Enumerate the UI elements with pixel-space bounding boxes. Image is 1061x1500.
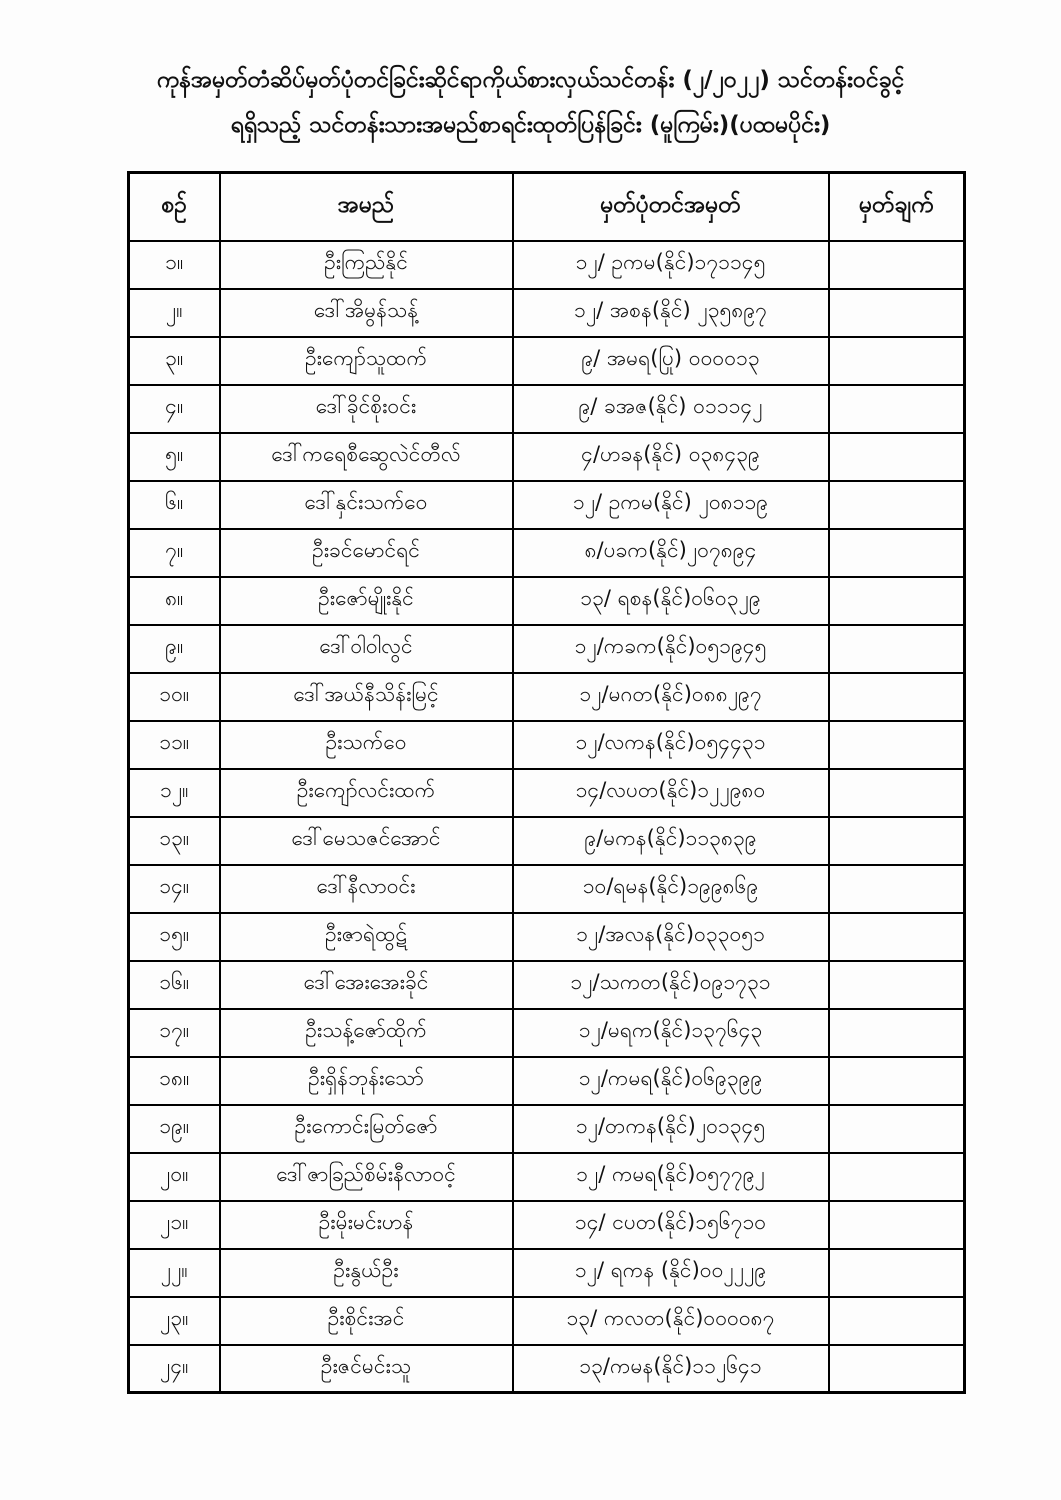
remark-cell (829, 529, 965, 577)
serial-cell: ၁၉။ (129, 1105, 220, 1153)
serial-cell: ၂၀။ (129, 1153, 220, 1201)
table-body (129, 241, 965, 1393)
name-cell: ဒေါ်နှင်းသက်ဝေ (220, 481, 513, 529)
remark-cell (829, 1249, 965, 1297)
table-row (129, 1345, 965, 1393)
serial-cell: ၇။ (129, 529, 220, 577)
table-row (129, 769, 965, 817)
table-row (129, 481, 965, 529)
name-cell: ဦးဇော်မျိုးနိုင် (220, 577, 513, 625)
reg-number-cell: ၄/ဟခန(နိုင်) ၀၃၈၄၃၉ (513, 433, 829, 481)
name-cell: ဦးနွယ်ဦး (220, 1249, 513, 1297)
serial-cell: ၁၈။ (129, 1057, 220, 1105)
reg-number-cell: ၉/ ခအဇ(နိုင်) ၀၁၁၁၄၂ (513, 385, 829, 433)
name-cell: ဦးကျော်လင်းထက် (220, 769, 513, 817)
reg-number-cell: ၁၂/မရက(နိုင်)၁၃၇၆၄၃ (513, 1009, 829, 1057)
remark-cell (829, 673, 965, 721)
table-row (129, 1105, 965, 1153)
remark-cell (829, 769, 965, 817)
serial-cell: ၂၁။ (129, 1201, 220, 1249)
reg-number-cell: ၉/မကန(နိုင်)၁၁၃၈၃၉ (513, 817, 829, 865)
table-header-row (129, 173, 965, 241)
remark-cell (829, 865, 965, 913)
table-row (129, 961, 965, 1009)
reg-number-cell: ၁၃/ ရစန(နိုင်)၀၆၀၃၂၉ (513, 577, 829, 625)
serial-cell: ၁၂။ (129, 769, 220, 817)
name-cell: ဒေါ်ကရေစီဆွေလဲင်တီလ် (220, 433, 513, 481)
serial-cell: ၅။ (129, 433, 220, 481)
table-row (129, 673, 965, 721)
table-row (129, 241, 965, 289)
name-cell: ဦးကြည်နိုင် (220, 241, 513, 289)
reg-number-cell: ၁၂/မဂတ(နိုင်)၀၈၈၂၉၇ (513, 673, 829, 721)
name-cell: ဦးသက်ဝေ (220, 721, 513, 769)
table-row (129, 337, 965, 385)
remark-cell (829, 625, 965, 673)
table-row (129, 1009, 965, 1057)
remark-cell (829, 289, 965, 337)
header-reg-number: မှတ်ပုံတင်အမှတ် (513, 173, 829, 241)
name-cell: ဦးကျော်သူထက် (220, 337, 513, 385)
serial-cell: ၁၆။ (129, 961, 220, 1009)
name-cell: ဦးရှိန်ဘုန်းသော် (220, 1057, 513, 1105)
table-row (129, 529, 965, 577)
remark-cell (829, 1201, 965, 1249)
remark-cell (829, 1057, 965, 1105)
remark-cell (829, 481, 965, 529)
serial-cell: ၁၃။ (129, 817, 220, 865)
reg-number-cell: ၁၂/တကန(နိုင်)၂၀၁၃၄၅ (513, 1105, 829, 1153)
reg-number-cell: ၁၂/အလန(နိုင်)၀၃၃၀၅၁ (513, 913, 829, 961)
table-row (129, 1057, 965, 1105)
reg-number-cell: ၁၂/ ကမရ(နိုင်)၀၅၇၇၉၂ (513, 1153, 829, 1201)
remark-cell (829, 577, 965, 625)
table-row (129, 1297, 965, 1345)
reg-number-cell: ၁၂/ ရကန (နိုင်)၀၀၂၂၂၉ (513, 1249, 829, 1297)
reg-number-cell: ၁၀/ရမန(နိုင်)၁၉၉၈၆၉ (513, 865, 829, 913)
reg-number-cell: ၉/ အမရ(ပြု) ၀၀၀၀၁၃ (513, 337, 829, 385)
remark-cell (829, 337, 965, 385)
name-cell: ဒေါ်ဝါဝါလွင် (220, 625, 513, 673)
name-cell: ဦးကောင်းမြတ်ဇော် (220, 1105, 513, 1153)
table-row (129, 289, 965, 337)
table-row (129, 817, 965, 865)
serial-cell: ၁၇။ (129, 1009, 220, 1057)
table-row (129, 433, 965, 481)
remark-cell (829, 433, 965, 481)
table-row (129, 1201, 965, 1249)
page-title (101, 58, 961, 148)
name-cell: ဒေါ်အယ်နီသိန်းမြင့် (220, 673, 513, 721)
name-cell: ဒေါ်နီလာဝင်း (220, 865, 513, 913)
table-row (129, 913, 965, 961)
serial-cell: ၉။ (129, 625, 220, 673)
header-serial: စဉ် (129, 173, 220, 241)
serial-cell: ၁၄။ (129, 865, 220, 913)
table-row (129, 865, 965, 913)
name-cell: ဒေါ်အိမွန်သန့် (220, 289, 513, 337)
serial-cell: ၁။ (129, 241, 220, 289)
reg-number-cell: ၁၂/ကမရ(နိုင်)၀၆၉၃၉၉ (513, 1057, 829, 1105)
serial-cell: ၂၂။ (129, 1249, 220, 1297)
table-row (129, 577, 965, 625)
reg-number-cell: ၁၄/လပတ(နိုင်)၁၂၂၉၈၀ (513, 769, 829, 817)
remark-cell (829, 721, 965, 769)
name-cell: ဦးမိုးမင်းဟန် (220, 1201, 513, 1249)
table-row (129, 1249, 965, 1297)
name-cell: ဒေါ်မေသဇင်အောင် (220, 817, 513, 865)
remark-cell (829, 1297, 965, 1345)
header-name: အမည် (220, 173, 513, 241)
serial-cell: ၆။ (129, 481, 220, 529)
serial-cell: ၄။ (129, 385, 220, 433)
serial-cell: ၂၃။ (129, 1297, 220, 1345)
remark-cell (829, 385, 965, 433)
table-row (129, 625, 965, 673)
name-cell: ဦးစိုင်းအင် (220, 1297, 513, 1345)
name-cell: ဦးဇင်မင်းသူ (220, 1345, 513, 1393)
page-title-line-2: ရရှိသည့် သင်တန်းသားအမည်စာရင်းထုတ်ပြန်ခြင်း (မူကြမ်း)(ပထမပိုင်း) (230, 112, 831, 138)
table-row (129, 1153, 965, 1201)
page-title-line-1: ကုန်အမှတ်တံဆိပ်မှတ်ပုံတင်ခြင်းဆိုင်ရာကိုယ်စားလှယ်သင်တန်း (၂/၂၀၂၂) သင်တန်းဝင်ခွင့် (156, 67, 905, 93)
serial-cell: ၂၄။ (129, 1345, 220, 1393)
reg-number-cell: ၁၃/ ကလတ(နိုင်)၀၀၀၀၈၇ (513, 1297, 829, 1345)
reg-number-cell: ၁၄/ ငပတ(နိုင်)၁၅၆၇၁၀ (513, 1201, 829, 1249)
serial-cell: ၁၀။ (129, 673, 220, 721)
reg-number-cell: ၁၂/သကတ(နိုင်)၀၉၁၇၃၁ (513, 961, 829, 1009)
serial-cell: ၁၅။ (129, 913, 220, 961)
reg-number-cell: ၁၂/ ဥကမ(နိုင်)၁၇၁၁၄၅ (513, 241, 829, 289)
reg-number-cell: ၁၂/ ဥကမ(နိုင်) ၂၀၈၁၁၉ (513, 481, 829, 529)
remark-cell (829, 817, 965, 865)
remark-cell (829, 1345, 965, 1393)
registration-table (127, 171, 966, 1394)
remark-cell (829, 1009, 965, 1057)
name-cell: ဒေါ်ဇာခြည်စိမ်းနီလာဝင့် (220, 1153, 513, 1201)
reg-number-cell: ၁၂/လကန(နိုင်)၀၅၄၄၃၁ (513, 721, 829, 769)
remark-cell (829, 1105, 965, 1153)
table-row (129, 385, 965, 433)
table-row (129, 721, 965, 769)
header-remark: မှတ်ချက် (829, 173, 965, 241)
name-cell: ဦးသန့်ဇော်ထိုက် (220, 1009, 513, 1057)
name-cell: ဦးဇာရဲထွဋ် (220, 913, 513, 961)
serial-cell: ၃။ (129, 337, 220, 385)
name-cell: ဒေါ်အေးအေးခိုင် (220, 961, 513, 1009)
remark-cell (829, 961, 965, 1009)
serial-cell: ၂။ (129, 289, 220, 337)
serial-cell: ၁၁။ (129, 721, 220, 769)
remark-cell (829, 241, 965, 289)
reg-number-cell: ၁၃/ကမန(နိုင်)၁၁၂၆၄၁ (513, 1345, 829, 1393)
remark-cell (829, 913, 965, 961)
reg-number-cell: ၁၂/ကခက(နိုင်)၀၅၁၉၄၅ (513, 625, 829, 673)
name-cell: ဦးခင်မောင်ရင် (220, 529, 513, 577)
remark-cell (829, 1153, 965, 1201)
reg-number-cell: ၈/ပခက(နိုင်)၂၀၇၈၉၄ (513, 529, 829, 577)
name-cell: ဒေါ်ခိုင်စိုးဝင်း (220, 385, 513, 433)
reg-number-cell: ၁၂/ အစန(နိုင်) ၂၃၅၈၉၇ (513, 289, 829, 337)
serial-cell: ၈။ (129, 577, 220, 625)
